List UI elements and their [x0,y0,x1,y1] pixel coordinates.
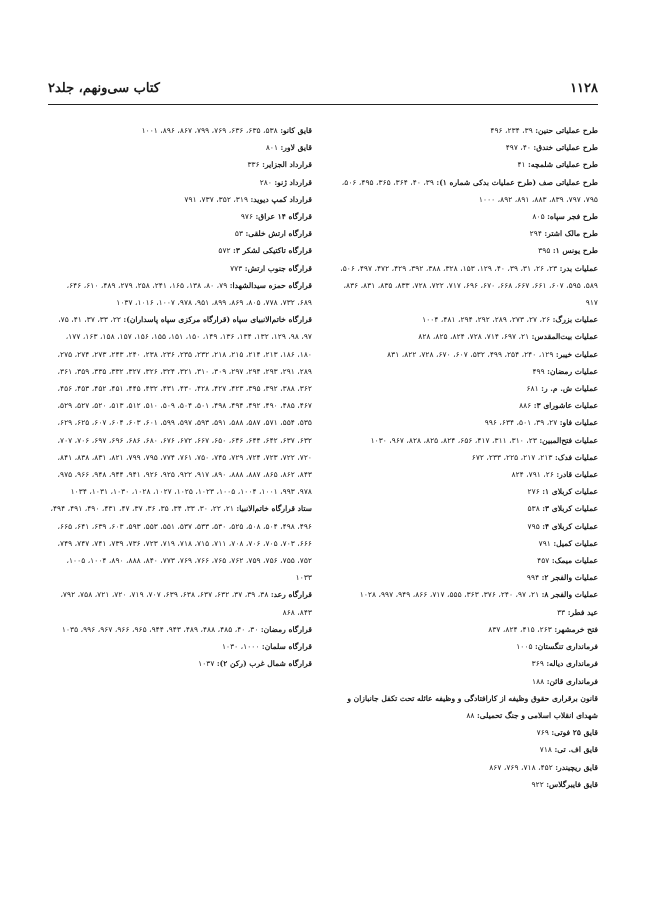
index-term: قرارگاه تاکتیکی لشکر ۳: [233,246,312,256]
index-term: طرح عملیاتی صف (طرح عملیات بدکی شماره ۱): [436,177,598,187]
index-term: قرارگاه ۱۴ عراق: [255,212,312,222]
index-entry [335,724,598,741]
index-entry [335,655,598,672]
index-entry [50,225,312,242]
index-term: عملیات رمضان: [547,366,598,376]
index-term: طرح عملیاتی خندق: [533,143,598,153]
index-entry [335,500,598,517]
index-pages: ۱۸۸ [532,676,545,686]
index-entry [50,191,312,208]
index-term: قرارگاه خاتم‌الانبیای سپاه (قرارگاه مرکزی سپاه پاسداران): [123,315,312,325]
index-entry [335,621,598,638]
index-term: عملیات کربلای ۱: [542,487,598,497]
index-term: قرارگاه حمزه سیدالشهدا: [229,280,312,290]
index-entry [335,225,598,242]
index-pages: ۳۸، ۳۹، ۳۷، ۶۳۲، ۶۳۷، ۶۳۸، ۶۳۹، ۷۰۷، ۷۱۹، ۷۲۰، ۷۲۱، ۷۵۸، ۷۹۲، ۸۴۳، ۸۶۸ [60,590,312,617]
index-pages: ۴۹۹ [532,366,545,376]
index-term: قایق لاور: [280,143,312,153]
index-entry [335,397,598,414]
index-term: فرمانداری قائن: [546,676,598,686]
index-term: عملیات کربلای ۴: [542,521,598,531]
index-entry [335,432,598,449]
index-term: قانون برقراری حقوق وظیفه از کارافتادگی و وظیفه عائله تحت تکفل جانبازان و شهدای انقلاب اسلامی و جنگ تحمیلی: [347,693,598,720]
index-pages: ۲۱، ۶۹۷، ۷۱۴، ۷۲۸، ۸۲۴، ۸۲۵، ۸۲۸ [418,332,530,342]
index-entry [335,346,598,363]
header-rule [48,104,598,105]
index-entry [335,156,598,173]
index-pages: ۳۳ [557,607,566,617]
index-term: عملیات بیت‌المقدس: [531,332,598,342]
index-term: قایق ۲۵ فوتی: [551,728,598,738]
index-term: طرح یونس ۱: [552,246,598,256]
index-pages: ۳۱۹، ۳۵۲، ۷۳۷، ۷۹۱ [184,194,249,204]
index-pages: ۳۹۵ [538,246,551,256]
index-entry [335,363,598,380]
index-term: قایق فایبرگلاس: [546,779,598,789]
index-pages: ۲۱، ۹۷، ۲۴۰، ۳۷۶، ۳۶۳، ۵۵۵، ۷۱۷، ۸۶۶، ۹۴۹، ۹۹۷، ۱۰۲۸ [359,590,540,600]
index-pages: ۴۱ [517,160,526,170]
index-pages: ۷۷۳ [230,263,243,273]
index-term: فرمانداری تنگستان: [534,642,598,652]
index-entry [335,638,598,655]
index-pages: ۱۰۳۷ [198,659,215,669]
index-entry [335,483,598,500]
index-pages: ۴۰، ۴۹۷ [505,143,531,153]
index-entry [335,518,598,535]
index-term: قرارگاه جنوب ارتش: [244,263,312,273]
book-title: کتاب سی‌ونهم، جلد۲ [48,81,160,96]
index-term: عید فطر: [567,607,598,617]
index-term: عملیات فدک: [554,452,598,462]
index-term: طرح عملیاتی شلمچه: [528,160,598,170]
index-entry [50,242,312,259]
index-term: قایق ریچیندر: [555,762,598,772]
index-term: قرارگاه ارتش خلقی: [245,229,312,239]
index-pages: ۹۷۶ [240,212,254,222]
index-pages: ۲۷، ۳۹، ۵۰۱، ۶۳۴، ۹۹۶ [484,418,558,428]
index-pages: ۹۲۲ [531,779,544,789]
index-entry [335,260,598,312]
index-entry [335,139,598,156]
index-pages: ۱۰۰۵ [516,642,533,652]
index-entry [335,328,598,345]
index-pages: ۲۸۰ [259,177,272,187]
index-term: قرارگاه رمضان: [260,624,312,634]
index-pages: ۵۳ [234,229,244,239]
index-pages: ۷۹۱ [538,538,551,548]
index-pages: ۵۳۸ [527,504,540,514]
index-entry [50,122,312,139]
index-pages: ۹۹۴ [526,573,540,583]
index-term: قرارداد کمپ دیوید: [250,194,312,204]
index-entry [50,638,312,655]
index-entry [335,174,598,208]
index-term: عملیات والفجر ۸: [541,590,598,600]
index-pages: ۷۹، ۸۰، ۱۳۸، ۱۶۵، ۲۴۱، ۲۵۸، ۲۷۹، ۴۸۹، ۶۱۰، ۶۴۶، ۶۸۹، ۷۳۲، ۷۷۸، ۸۰۵، ۸۶۹، ۸۹۹، ۹۵۱، ۹۷۸، ۱۰۰۷، ۱۰۱۶، ۱۰۳۷ [66,280,312,308]
index-pages: ۱۰۰۰، ۱۰۳۰ [221,642,260,652]
index-pages: ۷۱۸ [539,745,553,755]
index-entry [335,673,598,690]
index-term: عملیات فاو: [559,418,598,428]
index-pages: ۴۵۲، ۷۱۸، ۷۶۹، ۸۶۷ [489,762,553,772]
index-pages: ۵۷۲ [218,246,231,256]
index-term: عملیات خیبر: [555,349,598,359]
index-pages: ۳۹، ۲۳۴، ۴۹۶ [490,126,533,135]
index-entry [335,208,598,225]
index-entry [335,552,598,569]
index-term: عملیات کربلای ۳: [542,504,598,514]
index-pages: ۷۶۹ [536,728,549,738]
index-pages: ۲۶، ۷۹۱، ۸۲۴ [511,470,554,480]
index-term: طرح عملیاتی حنین: [535,126,598,135]
index-term: عملیات عاشورای ۳: [533,401,598,411]
index-entry [335,122,598,139]
index-pages: ۶۸۱ [526,384,539,394]
index-entry [335,535,598,552]
index-pages: ۳۰، ۴۰، ۴۸۵، ۴۸۸، ۴۸۹، ۹۴۳، ۹۴۴، ۹۶۵، ۹۶۶، ۹۶۷، ۹۹۶، ۱۰۳۵ [61,624,259,634]
index-entry [335,690,598,724]
index-entry [335,586,598,603]
index-pages: ۲۱۳، ۲۱۷، ۲۲۵، ۲۳۳، ۶۷۲ [471,452,553,462]
index-entry [50,260,312,277]
index-pages: ۲۶۳، ۴۱۵، ۸۲۴، ۸۳۷ [488,624,552,634]
page-header [48,81,598,101]
index-term: عملیات فتح‌المبین: [539,435,598,445]
index-entry [335,414,598,431]
index-entry [50,586,312,620]
index-term: قایق اف. تی: [554,745,598,755]
index-entry [50,621,312,638]
index-pages: ۷۹۵ [527,521,540,531]
index-entry [335,741,598,758]
index-pages: ۳۶۹ [531,659,544,669]
index-term: قرارداد الجزایر: [262,160,312,170]
index-column-left [50,122,312,673]
index-pages: ۲۲، ۳۳، ۳۷، ۴۱، ۷۵، ۹۷، ۹۸، ۱۲۹، ۱۳۲، ۱۳۴، ۱۳۶، ۱۴۹، ۱۵۰، ۱۵۱، ۱۵۵، ۱۵۶، ۱۵۷، ۱۵۸، ۱۶۳، ۱۷۷، ۱۸۰، ۱۸۶، ۲۱۳، ۲۱۴، ۲۱۵، ۲۱۸، ۲۳۲، ۲۳۵، ۲۳۶، ۲۳۸، ۲۴۰، ۲۴۳، ۲۷۳، ۲۷۴، ۲۷۵، ۲۸۹، ۲۹۱، ۲۹۳، ۲۹۴، ۲۹۷، ۳۰۹، ۳۱۰، ۳۲۱، ۳۲۴، ۳۲۶، ۳۲۷، ۳۳۲، ۳۳۵، ۳۵۹، ۳۶۱، ۳۶۲، ۳۸۸، ۳۹۲، ۳۹۵، ۴۲۳، ۴۲۷، ۴۲۸، ۴۳۰، ۴۳۱، ۴۳۲، ۴۴۵، ۴۵۱، ۴۵۲، ۴۵۳، ۴۵۶، ۴۶۷، ۴۸۵، ۴۹۰، ۴۹۲، ۴۹۴، ۴۹۸، ۵۰۱، ۵۰۴، ۵۰۹، ۵۱۰، ۵۱۲، ۵۱۳، ۵۲۰، ۵۲۷، ۵۲۹، ۵۳۵، ۵۵۴، ۵۷۱، ۵۸۷، ۵۸۸، ۵۹۱، ۵۹۳، ۵۹۷، ۵۹۹، ۶۰۱، ۶۰۳، ۶۰۴، ۶۰۷، ۶۲۵، ۶۲۹، ۶۳۲، ۶۳۷، ۶۴۲، ۶۴۴، ۶۴۶، ۶۵۰، ۶۶۷، ۶۷۲، ۶۷۶، ۶۸۰، ۶۸۶، ۶۹۶، ۶۹۷، ۷۰۶، ۷۰۷، ۷۲۰، ۷۲۲، ۷۲۳، ۷۲۴، ۷۲۹، ۷۴۵، ۷۵۰، ۷۶۱، ۷۷۴، ۷۹۵، ۷۹۹، ۸۲۱، ۸۳۱، ۸۳۸، ۸۴۱، ۸۴۳، ۸۶۲، ۸۶۵، ۸۸۷، ۸۸۸، ۸۹۰، ۹۱۷، ۹۲۲، ۹۲۵، ۹۲۶، ۹۴۱، ۹۴۴، ۹۴۸، ۹۶۶، ۹۷۵، ۹۷۸، ۹۹۳، ۱۰۰۱، ۱۰۰۴، ۱۰۰۵، ۱۰۲۳، ۱۰۲۵، ۱۰۲۷، ۱۰۲۸، ۱۰۳۰، ۱۰۳۱، ۱۰۳۴ [57,315,312,497]
index-pages: ۸۰۱ [265,143,279,153]
index-term: قایق کانو: [280,126,312,135]
index-pages: ۲۳، ۳۱۰، ۳۱۱، ۴۱۷، ۶۵۶، ۸۲۴، ۸۲۵، ۸۲۸، ۹۶۷، ۱۰۳۰ [370,435,537,445]
index-entry [335,569,598,586]
index-entry [50,500,312,586]
index-entry [50,655,312,672]
index-pages: ۳۳۶ [247,160,260,170]
index-entry [50,311,312,500]
index-term: قرارگاه سلمان: [261,642,312,652]
index-term: طرح مالک اشتر: [544,229,598,239]
index-entry [50,139,312,156]
index-term: فتح خرمشهر: [554,624,598,634]
index-pages: ۸۸ [466,710,475,720]
index-term: ستاد قرارگاه خاتم‌الانبیا: [236,504,312,514]
index-term: فرمانداری دیاله: [546,659,598,669]
index-term: قرارگاه رعد: [270,590,312,600]
index-pages: ۴۵۷ [537,556,550,566]
index-term: عملیات والفجر ۲: [541,573,598,583]
index-entry [335,759,598,776]
index-pages: ۸۰۵ [532,212,545,222]
index-entry [335,776,598,793]
index-entry [50,174,312,191]
index-entry [50,156,312,173]
index-pages: ۲۱، ۲۲، ۳۰، ۳۳، ۳۴، ۳۵، ۳۶، ۳۷، ۴۷، ۴۳۱، ۴۹۰، ۴۹۱، ۴۹۴، ۴۹۶، ۴۹۸، ۵۰۴، ۵۰۸، ۵۲۵، ۵۳۰، ۵۳۳، ۵۳۷، ۵۵۱، ۵۵۳، ۵۹۳، ۶۰۳، ۶۳۹، ۶۴۱، ۶۶۵، ۶۶۶، ۷۰۳، ۷۰۵، ۷۰۶، ۷۰۸، ۷۱۱، ۷۱۵، ۷۱۸، ۷۱۹، ۷۲۳، ۷۳۶، ۷۳۹، ۷۴۱، ۷۴۷، ۷۴۹، ۷۵۲، ۷۵۵، ۷۵۶، ۷۵۹، ۷۶۲، ۷۶۵، ۷۶۶، ۷۶۹، ۷۷۳، ۸۴۰، ۸۸۸، ۸۹۰، ۱۰۰۴، ۱۰۰۵، ۱۰۳۳ [50,504,312,583]
index-entry [335,380,598,397]
index-entry [335,311,598,328]
page-number: ۱۱۲۸ [570,81,598,96]
index-pages: ۳۹، ۴۰، ۳۶۴، ۳۶۵، ۴۹۵، ۵۰۶، ۷۹۵، ۷۹۷، ۸۳۹، ۸۸۳، ۸۹۱، ۸۹۲، ۱۰۰۰ [341,177,598,204]
index-entry [335,466,598,483]
index-entry [335,242,598,259]
index-pages: ۲۹۴ [529,229,542,239]
index-pages: ۲۳، ۲۶، ۳۱، ۳۹، ۴۰، ۱۲۹، ۱۵۳، ۳۲۸، ۳۸۸، ۳۹۲، ۴۲۹، ۴۷۲، ۴۹۷، ۵۰۶، ۵۸۹، ۵۹۵، ۶۰۷، ۶۶۱، ۶۶۷، ۶۶۸، ۶۷۰، ۶۹۶، ۷۱۷، ۷۲۲، ۷۲۸، ۸۳۳، ۸۳۵، ۸۳۱، ۸۳۶، ۹۱۷ [340,263,598,308]
index-term: عملیات بدر: [559,263,598,273]
index-entry [335,604,598,621]
index-pages: ۲۶، ۲۷، ۲۷۳، ۲۸۹، ۲۹۲، ۲۹۴، ۴۸۱، ۱۰۰۴ [422,315,551,325]
index-term: طرح فجر سپاه: [547,212,598,222]
index-entry [335,449,598,466]
index-pages: ۸۸۶ [519,401,532,411]
index-pages: ۲۷۶ [527,487,540,497]
index-term: عملیات میمک: [551,556,598,566]
index-term: قرارداد ژنو: [274,177,312,187]
index-term: عملیات بزرگ: [552,315,598,325]
index-pages: ۵۳۸، ۶۳۵، ۶۳۶، ۷۶۹، ۷۹۹، ۸۶۷، ۸۹۶، ۱۰۰۱ [141,126,278,135]
index-entry [50,277,312,311]
index-term: عملیات ش. م. ر: [541,384,598,394]
index-term: قرارگاه شمال غرب (رکن ۲): [216,659,312,669]
index-pages: ۱۲۹، ۲۴۰، ۲۵۴، ۴۹۹، ۵۳۲، ۶۰۷، ۶۷۰، ۷۲۸، ۸۲۲، ۸۳۱ [387,349,554,359]
index-term: عملیات کمیل: [553,538,598,548]
index-entry [50,208,312,225]
index-column-right [335,122,598,793]
index-term: عملیات قادر: [556,470,598,480]
